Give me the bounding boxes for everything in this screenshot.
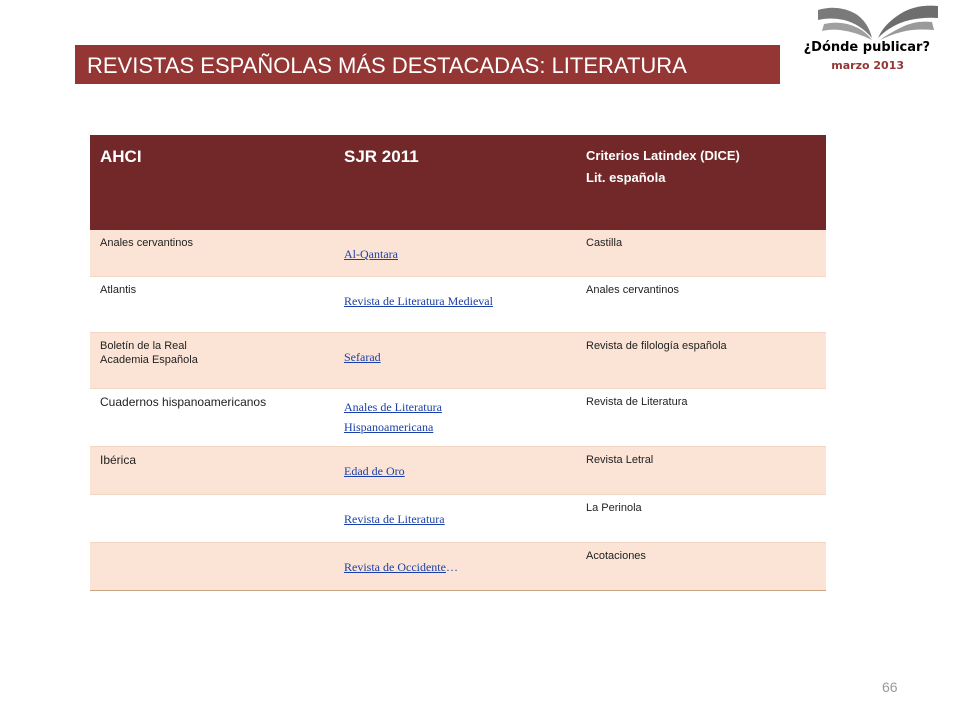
cell-sjr bbox=[330, 276, 576, 332]
ahci-title-line1: Boletín de la Real bbox=[100, 339, 187, 352]
table-row bbox=[90, 446, 826, 494]
cell-latindex bbox=[576, 230, 826, 276]
brand-date: marzo 2013 bbox=[831, 59, 904, 72]
header-latindex-line2: Lit. española bbox=[586, 170, 666, 185]
table-row bbox=[90, 542, 826, 590]
header-sjr: SJR 2011 bbox=[330, 135, 576, 230]
latindex-title: Castilla bbox=[586, 237, 623, 249]
cell-latindex bbox=[576, 446, 826, 494]
sjr-link[interactable]: Al-Qantara bbox=[344, 247, 398, 261]
latindex-title: Anales cervantinos bbox=[586, 283, 679, 296]
cell-latindex bbox=[576, 388, 826, 446]
slide-title: REVISTAS ESPAÑOLAS MÁS DESTACADAS: LITERATURA bbox=[75, 45, 780, 84]
sjr-link[interactable]: Revista de Occidente bbox=[344, 559, 446, 574]
cell-ahci bbox=[90, 494, 330, 542]
cell-ahci bbox=[90, 276, 330, 332]
ahci-title: Cuadernos hispanoamericanos bbox=[100, 394, 267, 409]
header-latindex-line1: Criterios Latindex (DICE) bbox=[586, 148, 740, 163]
sjr-link-line2[interactable]: Hispanoamericana bbox=[344, 419, 434, 434]
table-header-row bbox=[90, 135, 826, 230]
ahci-title: Anales cervantinos bbox=[100, 237, 193, 249]
cell-ahci bbox=[90, 542, 330, 590]
table-row bbox=[90, 276, 826, 332]
cell-ahci bbox=[90, 446, 330, 494]
sjr-link[interactable]: Edad de Oro bbox=[344, 463, 405, 478]
sjr-link[interactable]: Sefarad bbox=[344, 349, 381, 364]
page-number: 66 bbox=[882, 679, 898, 695]
cell-sjr bbox=[330, 446, 576, 494]
sjr-link[interactable]: Revista de Literatura Medieval bbox=[344, 293, 493, 308]
table-row bbox=[90, 230, 826, 276]
cell-latindex bbox=[576, 494, 826, 542]
table-row bbox=[90, 332, 826, 388]
cell-sjr bbox=[330, 388, 576, 446]
latindex-title: Revista de Literatura bbox=[586, 395, 688, 408]
brand-block bbox=[803, 0, 946, 80]
latindex-title: Revista Letral bbox=[586, 453, 654, 466]
table-row bbox=[90, 388, 826, 446]
latindex-title: Revista de filología española bbox=[586, 339, 727, 352]
cell-ahci bbox=[90, 230, 330, 276]
cell-latindex bbox=[576, 276, 826, 332]
table-row bbox=[90, 494, 826, 542]
brand-question: ¿Dónde publicar? bbox=[803, 40, 930, 55]
open-book-icon bbox=[814, 2, 942, 42]
latindex-title: Acotaciones bbox=[586, 549, 646, 562]
cell-sjr bbox=[330, 542, 576, 590]
ahci-title: Atlantis bbox=[100, 283, 137, 296]
cell-ahci bbox=[90, 332, 330, 388]
latindex-title: La Perinola bbox=[586, 501, 642, 514]
cell-sjr bbox=[330, 230, 576, 276]
header-ahci: AHCI bbox=[90, 135, 330, 230]
header-latindex bbox=[576, 135, 826, 230]
ahci-title-line2: Academia Española bbox=[100, 353, 198, 366]
journals-table bbox=[90, 135, 826, 591]
sjr-link[interactable]: Revista de Literatura bbox=[344, 511, 445, 526]
cell-sjr bbox=[330, 332, 576, 388]
cell-ahci bbox=[90, 388, 330, 446]
cell-sjr bbox=[330, 494, 576, 542]
cell-latindex bbox=[576, 332, 826, 388]
sjr-link-line1[interactable]: Anales de Literatura bbox=[344, 399, 442, 414]
sjr-ellipsis: … bbox=[445, 559, 458, 574]
ahci-title: Ibérica bbox=[100, 452, 137, 467]
cell-latindex bbox=[576, 542, 826, 590]
